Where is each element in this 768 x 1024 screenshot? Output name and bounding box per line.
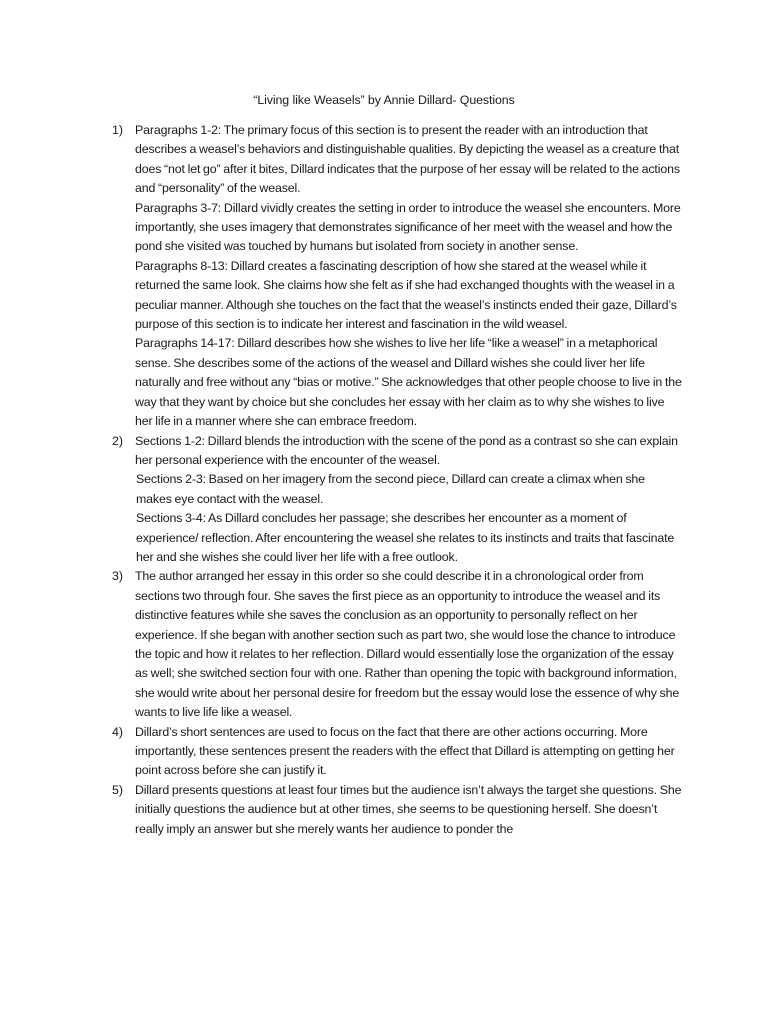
answer-paragraph: Paragraphs 1-2: The primary focus of this section is to present the reader with an introduction that describes a weasel’s behaviors and distinguishable qualities. By depicting the weasel as a creature that does “not let go” after it bites, Dillard indicates that the purpose of her essay will be related to the actions and “personality” of the weasel. bbox=[135, 123, 680, 196]
answer-paragraph: Paragraphs 8-13: Dillard creates a fascinating description of how she stared at the weasel while it returned the same look. She claims how she felt as if she had exchanged thoughts with the weasel in a peculiar manner. Although she touches on the fact that the weasel’s instincts ended their gaze, Dillard’s purpose of this section is to indicate her interest and fascination in the wild weasel. bbox=[135, 258, 677, 332]
question-number: 4) bbox=[112, 724, 124, 739]
question-item-4 bbox=[112, 723, 682, 781]
answer-paragraph: Paragraphs 3-7: Dillard vividly creates the setting in order to introduce the weasel she encounters. More importantly, she uses imagery that demonstrates significance of her meet with the weasel and how the pond she visited was touched by humans but isolated from society in another sense. bbox=[135, 200, 681, 254]
question-item-5 bbox=[112, 781, 682, 839]
answer-paragraph: Sections 2-3: Based on her imagery from the second piece, Dillard can create a climax when she makes eye contact with the weasel. bbox=[136, 472, 645, 506]
question-item-1 bbox=[112, 121, 682, 432]
question-number: 2) bbox=[112, 433, 124, 448]
question-item-3 bbox=[112, 567, 682, 722]
question-number: 3) bbox=[112, 569, 124, 584]
answer-paragraph: Dillard presents questions at least four times but the audience isn’t always the target she questions. She initially questions the audience but at other times, she seems to be questioning herself. She doesn’t really imply an answer but she merely wants her audience to ponder the bbox=[135, 782, 682, 836]
question-number: 5) bbox=[112, 782, 124, 797]
answer-paragraph: Sections 3-4: As Dillard concludes her passage; she describes her encounter as a moment of experience/ reflection. After encountering the weasel she relates to its instincts and traits that fascinate her and she wishes she could liver her life with a free outlook. bbox=[136, 511, 675, 564]
question-list bbox=[112, 121, 682, 839]
answer-paragraph: Paragraphs 14-17: Dillard describes how she wishes to live her life “like a weasel” in a metaphorical sense. She describes some of the actions of the weasel and Dillard wishes she could liver her life naturally and free without any “bias or motive.” She acknowledges that other people choose to live in the way that they want by choice but she concludes her essay with her claim as to why she wishes to live her life in a manner where she can embrace freedom. bbox=[135, 336, 682, 429]
question-item-2 bbox=[112, 432, 682, 568]
document-title: “Living like Weasels” by Annie Dillard- Questions bbox=[253, 93, 515, 107]
answer-paragraph: Dillard’s short sentences are used to focus on the fact that there are other actions occurring. More importantly, these sentences present the readers with the effect that Dillard is attempting on getting her point across before she can justify it. bbox=[135, 724, 675, 778]
answer-paragraph: The author arranged her essay in this order so she could describe it in a chronological order from sections two through four. She saves the first piece as an opportunity to introduce the weasel and its distinctive features while she saves the conclusion as an opportunity to personally reflect on her experience. If she began with another section such as part two, she would lose the chance to introduce the topic and how it relates to her reflection. Dillard would essentially lose the organization of the essay as well; she switched section four with one. Rather than opening the topic with background information, she would write about her personal desire for freedom but the essay would lose the essence of why she wants to live life like a weasel. bbox=[135, 569, 680, 720]
answer-paragraph: Sections 1-2: Dillard blends the introduction with the scene of the pond as a contrast so she can explain her personal experience with the encounter of the weasel. bbox=[135, 433, 678, 467]
question-number: 1) bbox=[112, 123, 124, 137]
